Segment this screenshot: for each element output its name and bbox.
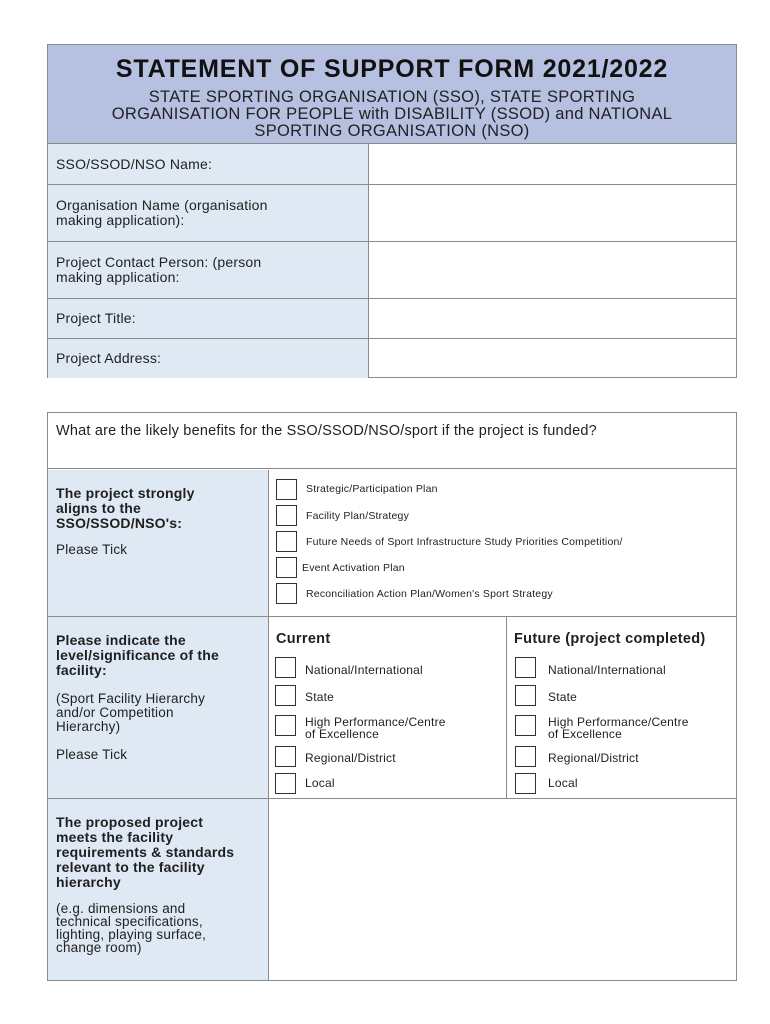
details-row-contact-person xyxy=(48,242,736,299)
facility-plan-option: Facility Plan/Strategy xyxy=(306,510,410,522)
event-activation-option: Event Activation Plan xyxy=(302,562,405,574)
future-high-performance-checkbox[interactable] xyxy=(515,715,536,736)
future-state-checkbox[interactable] xyxy=(515,685,536,706)
details-row-project-address xyxy=(48,339,736,378)
form-subtitle-line: ORGANISATION FOR PEOPLE with DISABILITY (SSOD) and NATIONAL xyxy=(111,105,673,123)
project-title-label: Project Title: xyxy=(48,299,369,338)
current-local-label: Local xyxy=(305,776,335,790)
details-row-sso-name xyxy=(48,144,736,185)
current-state-label: State xyxy=(305,690,335,704)
requirements-field[interactable] xyxy=(270,799,736,980)
details-row-project-title xyxy=(48,299,736,339)
current-regional-checkbox[interactable] xyxy=(275,746,296,767)
project-address-field[interactable] xyxy=(370,339,736,378)
form-subtitle xyxy=(60,89,724,140)
future-local-label: Local xyxy=(548,776,578,790)
sso-name-label: SSO/SSOD/NSO Name: xyxy=(48,144,369,184)
current-national-label: National/International xyxy=(305,663,423,677)
current-heading: Current xyxy=(276,631,331,647)
current-local-checkbox[interactable] xyxy=(275,773,296,794)
level-note: (Sport Facility Hierarchy and/or Competition Hierarchy) xyxy=(56,691,206,734)
future-heading: Future (project completed) xyxy=(514,631,706,647)
project-title-field[interactable] xyxy=(370,299,736,338)
current-regional-label: Regional/District xyxy=(305,751,396,765)
strategic-plan-checkbox[interactable] xyxy=(276,479,297,500)
aligns-heading: The project strongly aligns to the SSO/SSOD/NSO's: xyxy=(56,485,195,531)
contact-person-field[interactable] xyxy=(370,242,736,298)
reconciliation-plan-option: Reconciliation Action Plan/Women's Sport Strategy xyxy=(306,588,553,600)
future-needs-checkbox[interactable] xyxy=(276,531,297,552)
requirements-label-cell xyxy=(48,799,269,980)
future-local-checkbox[interactable] xyxy=(515,773,536,794)
sso-name-field[interactable] xyxy=(370,144,736,184)
benefits-question: What are the likely benefits for the SSO/SSOD/NSO/sport if the project is funded? xyxy=(48,413,736,469)
reconciliation-plan-checkbox[interactable] xyxy=(276,583,297,604)
level-heading: Please indicate the level/significance of the facility: xyxy=(56,632,219,678)
requirements-note: (e.g. dimensions and technical specifications, lighting, playing surface, change room) xyxy=(56,901,207,955)
future-national-label: National/International xyxy=(548,663,666,677)
organisation-name-field[interactable] xyxy=(370,185,736,241)
form-subtitle-line: SPORTING ORGANISATION (NSO) xyxy=(254,122,530,140)
contact-person-label: Project Contact Person: (person making application: xyxy=(48,242,369,298)
aligns-label-cell xyxy=(48,470,269,616)
requirements-heading: The proposed project meets the facility requirements & standards relevant to the facility hierarchy xyxy=(56,814,235,890)
column-divider xyxy=(506,617,507,798)
future-regional-label: Regional/District xyxy=(548,751,639,765)
current-state-checkbox[interactable] xyxy=(275,685,296,706)
strategic-plan-option: Strategic/Participation Plan xyxy=(306,483,438,495)
details-row-organisation-name xyxy=(48,185,736,242)
future-national-checkbox[interactable] xyxy=(515,657,536,678)
aligns-instruction: Please Tick xyxy=(56,542,128,557)
future-state-label: State xyxy=(548,690,578,704)
future-high-performance-label: High Performance/Centre of Excellence xyxy=(548,715,689,741)
facility-plan-checkbox[interactable] xyxy=(276,505,297,526)
level-instruction: Please Tick xyxy=(56,747,128,762)
event-activation-checkbox[interactable] xyxy=(276,557,297,578)
form-header xyxy=(48,45,736,144)
form-subtitle-line: STATE SPORTING ORGANISATION (SSO), STATE SPORTING xyxy=(148,88,636,106)
organisation-details-table xyxy=(47,44,737,378)
organisation-name-label: Organisation Name (organisation making application): xyxy=(48,185,369,241)
future-needs-option: Future Needs of Sport Infrastructure Study Priorities Competition/ xyxy=(306,536,623,548)
current-national-checkbox[interactable] xyxy=(275,657,296,678)
project-address-label: Project Address: xyxy=(48,339,369,378)
form-title: STATEMENT OF SUPPORT FORM 2021/2022 xyxy=(115,55,669,83)
benefits-table xyxy=(47,412,737,981)
future-regional-checkbox[interactable] xyxy=(515,746,536,767)
current-high-performance-label: High Performance/Centre of Excellence xyxy=(305,715,446,741)
level-label-cell xyxy=(48,617,269,798)
current-high-performance-checkbox[interactable] xyxy=(275,715,296,736)
